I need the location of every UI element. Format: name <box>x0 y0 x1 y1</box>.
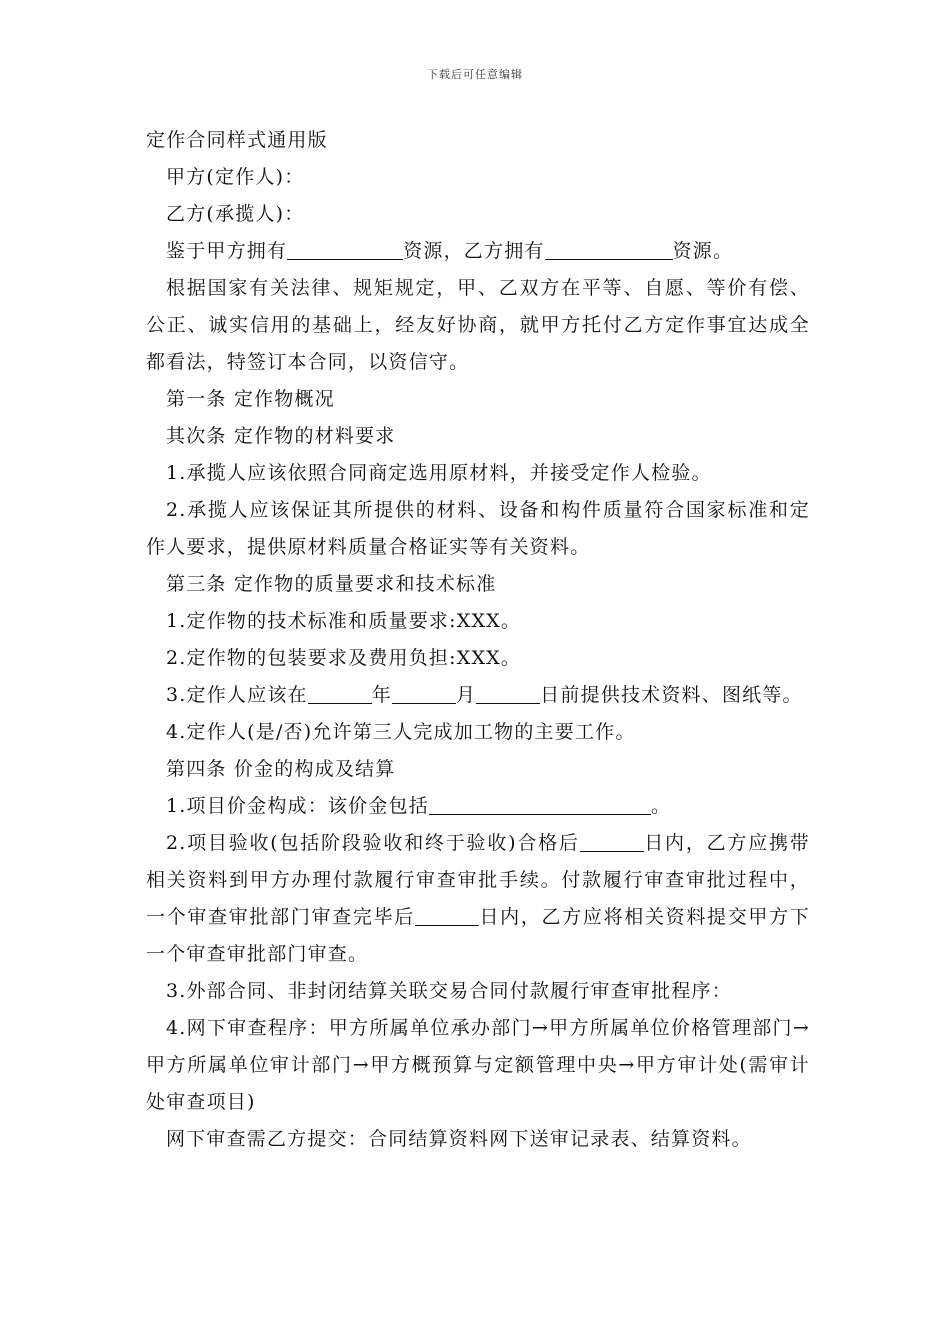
article-1-heading: 第一条 定作物概况 <box>166 388 335 410</box>
text-segment: 年 <box>371 684 392 706</box>
article-4-item-3: 3.外部合同、非封闭结算关联交易合同付款履行审查审批程序： <box>166 980 732 1002</box>
text-segment: 3.定作人应该在 <box>166 684 308 706</box>
article-3-item-4: 4.定作人(是/否)允许第三人完成加工物的主要工作。 <box>166 721 636 743</box>
article-2-heading: 其次条 定作物的材料要求 <box>166 425 396 447</box>
party-b-line: 乙方(承揽人)： <box>166 203 305 225</box>
resources-text-1: 鉴于甲方拥有 <box>166 240 288 262</box>
blank-field <box>545 237 673 260</box>
article-3-heading: 第三条 定作物的质量要求和技术标准 <box>166 573 497 595</box>
article-2-item-2: 2.承揽人应该保证其所提供的材料、设备和构件质量符合国家标准和定作人要求，提供原材料质量合格证实等有关资料。 <box>146 499 810 558</box>
text-segment: 。 <box>650 795 672 817</box>
article-4-item-4: 4.网下审查程序：甲方所属单位承办部门→甲方所属单位价格管理部门→甲方所属单位审计部门→甲方概预算与定额管理中央→甲方审计处(需审计处审查项目) <box>146 1017 810 1113</box>
blank-field <box>415 903 479 926</box>
article-3-item-2: 2.定作物的包装要求及费用负担:XXX。 <box>166 647 522 669</box>
text-segment: 日前提供技术资料、图纸等。 <box>540 684 803 706</box>
blank-field <box>429 792 651 815</box>
article-4-item-2 <box>146 825 810 973</box>
article-4-heading: 第四条 价金的构成及结算 <box>166 758 396 780</box>
article-3-item-1: 1.定作物的技术标准和质量要求:XXX。 <box>166 610 522 632</box>
blank-field <box>392 681 456 704</box>
header-note: 下载后可任意编辑 <box>427 68 523 81</box>
article-3-item-3 <box>146 677 810 714</box>
article-4-item-1 <box>146 788 810 825</box>
article-4-item-5: 网下审查需乙方提交：合同结算资料网下送审记录表、结算资料。 <box>166 1128 752 1150</box>
preamble-paragraph: 根据国家有关法律、规矩规定，甲、乙双方在平等、自愿、等价有偿、公正、诚实信用的基础上，经友好协商，就甲方托付乙方定作事宜达成全都看法，特签订本合同，以资信守。 <box>146 277 810 373</box>
text-segment: 2.项目验收(包括阶段验收和终于验收)合格后 <box>166 832 580 854</box>
text-segment: 日内，乙方应将相关资料提交甲方下一个审查审批部门审查。 <box>146 906 810 965</box>
document-title: 定作合同样式通用版 <box>146 129 328 151</box>
text-segment: 1.项目价金构成：该价金包括 <box>166 795 429 817</box>
party-a-line: 甲方(定作人)： <box>166 166 305 188</box>
blank-field <box>580 829 644 852</box>
blank-field <box>476 681 540 704</box>
text-segment: 日内，乙方应携带相关资料到甲方办理付款履行审查审批手续。付款履行审查审批过程中，一个审查审批部门审查完毕后 <box>146 832 810 928</box>
blank-field <box>287 237 403 260</box>
article-2-item-1: 1.承揽人应该依照合同商定选用原材料，并接受定作人检验。 <box>166 462 712 484</box>
resources-text-2: 资源，乙方拥有 <box>403 240 545 262</box>
resources-text-3: 资源。 <box>672 240 734 262</box>
document-body <box>146 122 810 1158</box>
resources-clause <box>146 233 810 270</box>
text-segment: 月 <box>455 684 477 706</box>
blank-field <box>308 681 372 704</box>
